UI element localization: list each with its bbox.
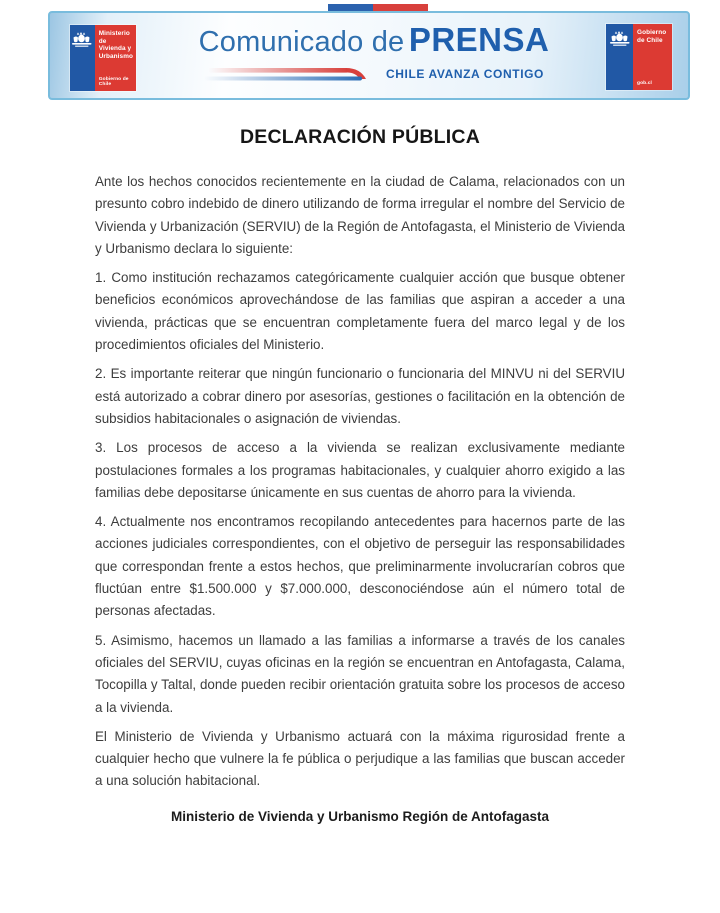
- minvu-logo-line2: Vivienda y: [98, 45, 132, 53]
- document-title: DECLARACIÓN PÚBLICA: [240, 126, 480, 148]
- document-body: [95, 126, 625, 824]
- minvu-logo-text: [99, 30, 133, 60]
- minvu-logo: [70, 25, 136, 91]
- chile-coat-of-arms-icon: [609, 30, 631, 48]
- gob-logo-line1: Gobierno: [637, 29, 667, 36]
- flag-stripe: [328, 4, 428, 11]
- gob-logo-blue-panel: [606, 24, 633, 90]
- banner-subline: [170, 65, 578, 83]
- banner-center: [170, 21, 578, 83]
- point-3-paragraph: 3. Los procesos de acceso a la vivienda se realizan exclusivamente mediante postulaciones formales a los programas habitacionales, y cualquier ahorro exigido a las familias debe depositarse únicamente en sus cuentas de ahorro para la vivienda.: [95, 440, 625, 500]
- minvu-logo-red-panel: [95, 25, 136, 91]
- banner-title-bold: PRENSA: [408, 21, 550, 58]
- flag-stripe-red: [373, 4, 428, 11]
- chile-coat-of-arms-icon: [71, 31, 93, 49]
- minvu-logo-blue-panel: [70, 25, 95, 91]
- gob-logo-text: [637, 29, 669, 44]
- gob-logo-footer: gob.cl: [637, 81, 652, 86]
- point-4-paragraph: 4. Actualmente nos encontramos recopilando antecedentes para hacernos parte de las acciones judiciales correspondientes, con el objetivo de perseguir las responsabilidades que correspondan frente a estos hechos, que preliminarmente involucrarían cobros que fluctúan entre $1.500.000 y $7.000.000, desconociéndose aún el número total de personas afectadas.: [95, 514, 625, 619]
- flag-stripe-blue: [328, 4, 373, 11]
- minvu-logo-footer: Gobierno de Chile: [98, 77, 129, 87]
- gobierno-de-chile-logo: [606, 24, 672, 90]
- train-swoosh-icon: [204, 65, 374, 83]
- press-release-banner: [48, 11, 690, 100]
- banner-title: [170, 21, 578, 59]
- minvu-logo-line3: Urbanismo: [98, 52, 133, 60]
- intro-paragraph: Ante los hechos conocidos recientemente en la ciudad de Calama, relacionados con un presunto cobro indebido de dinero utilizando de forma irregular el nombre del Servicio de Vivienda y Urbanización (SERVIU) de la Región de Antofagasta, el Ministerio de Vivienda y Urbanismo declara lo siguiente:: [95, 174, 625, 256]
- gob-logo-line2: de Chile: [637, 36, 663, 44]
- banner-tagline: CHILE AVANZA CONTIGO: [386, 67, 544, 81]
- point-1-paragraph: 1. Como institución rechazamos categóricamente cualquier acción que busque obtener beneficios económicos aprovechándose de las familias que aspiran a acceder a una vivienda, prácticas que se encuentran completamente fuera del marco legal y de los procedimientos oficiales del Ministerio.: [95, 270, 625, 353]
- banner-title-regular: Comunicado de: [198, 26, 405, 58]
- closing-paragraph: El Ministerio de Vivienda y Urbanismo actuará con la máxima rigurosidad frente a cualquier hecho que vulnere la fe pública o perjudique a las familias que buscan acceder a una solución habitacional.: [95, 728, 625, 789]
- point-5-paragraph: 5. Asimismo, hacemos un llamado a las familias a informarse a través de los canales oficiales del SERVIU, cuyas oficinas en la región se encuentran en Antofagasta, Calama, Tocopilla y Taltal, donde pueden recibir orientación gratuita sobre los procesos de acceso a la vivienda.: [95, 632, 625, 715]
- minvu-logo-line1: Ministerio de: [98, 30, 130, 45]
- gob-logo-red-panel: [633, 24, 672, 90]
- point-2-paragraph: 2. Es importante reiterar que ningún funcionario o funcionaria del MINVU ni del SERVIU está autorizado a cobrar dinero por asesorías, gestiones o facilitación en la obtención de subsidios habitacionales o asignación de viviendas.: [95, 366, 625, 426]
- signature-line: Ministerio de Vivienda y Urbanismo Región de Antofagasta: [170, 808, 550, 824]
